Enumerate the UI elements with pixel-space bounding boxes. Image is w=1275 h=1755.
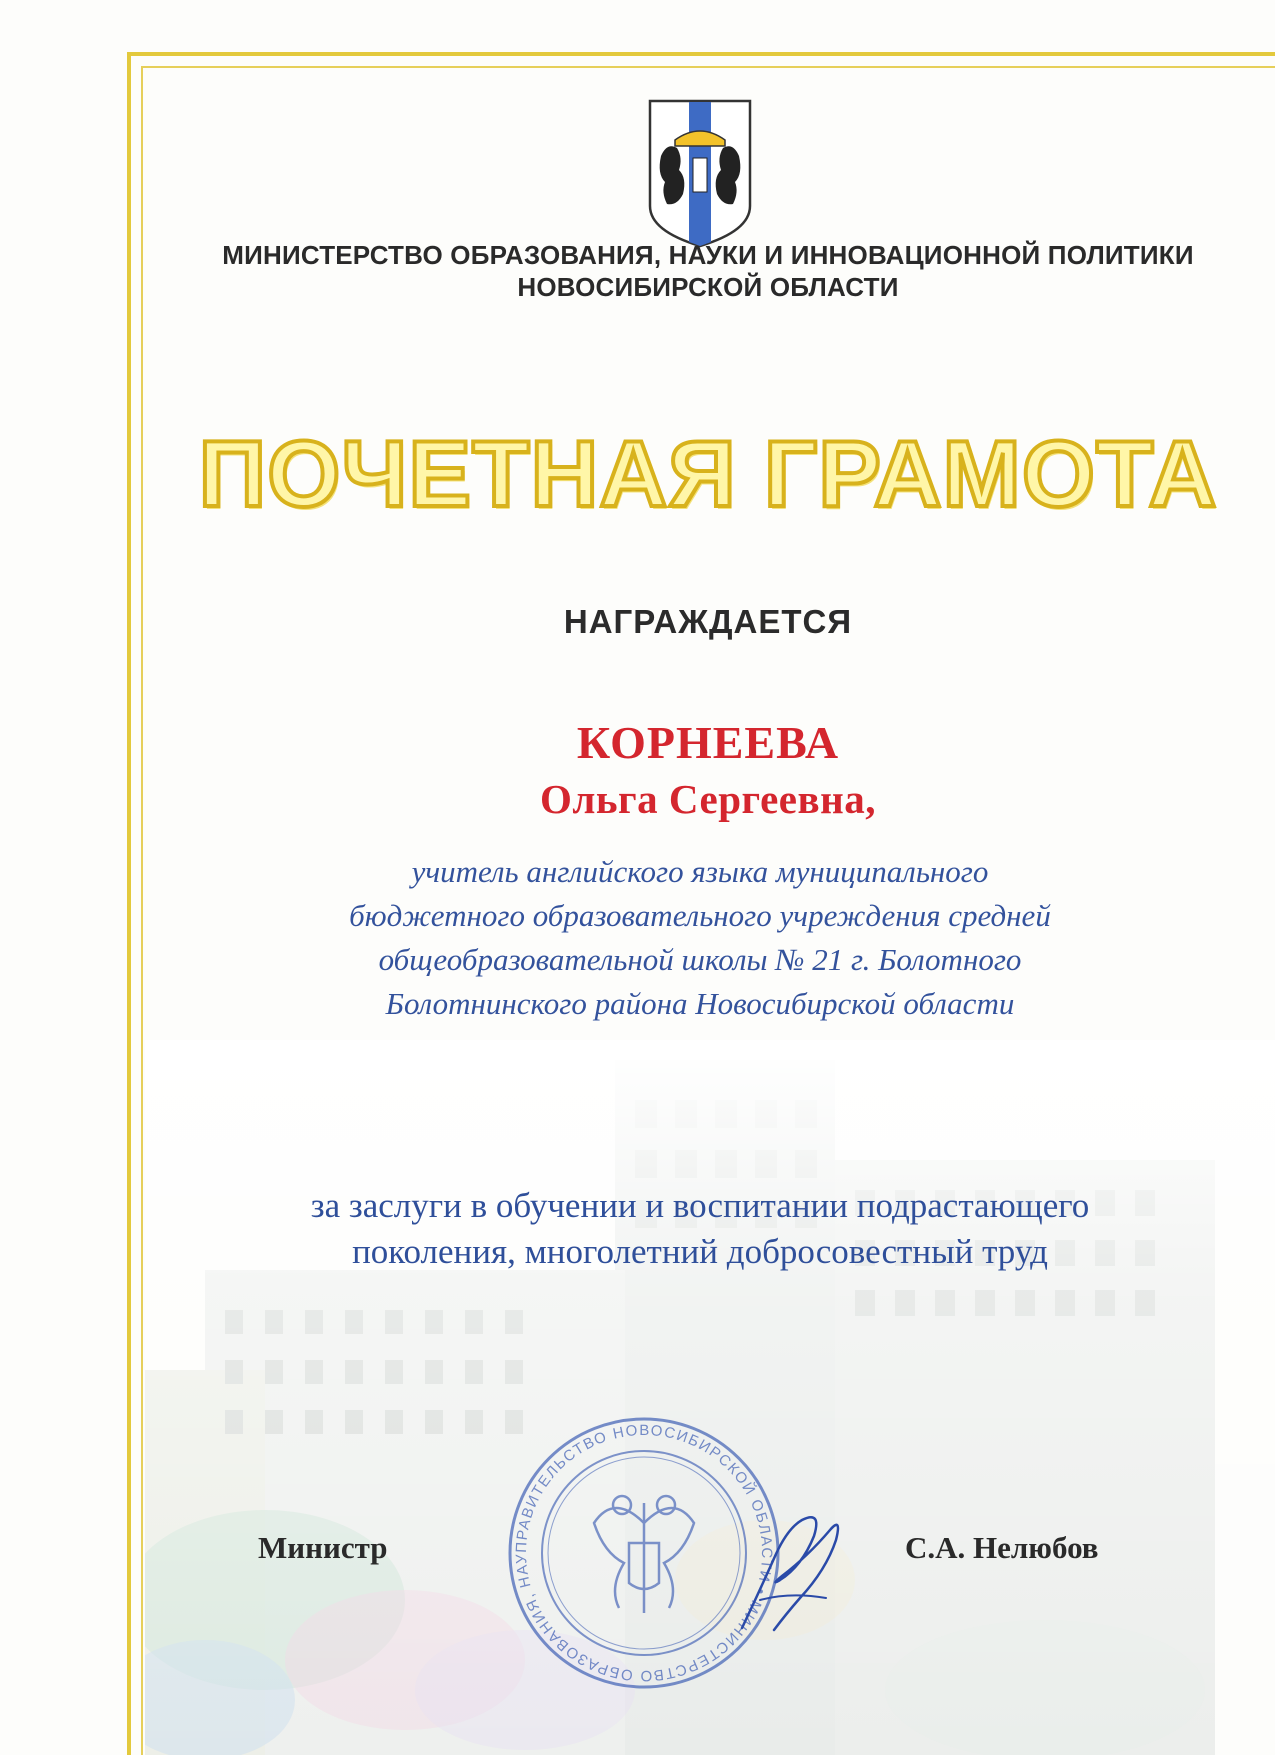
minister-signature: [730, 1480, 850, 1640]
novosibirsk-coat-of-arms-icon: [645, 96, 755, 250]
recipient-surname: КОРНЕЕВА: [576, 717, 840, 768]
merit-line: за заслуги в обучении и воспитании подрастающего: [310, 1186, 1090, 1225]
signatory-name: С.А. Нелюбов: [905, 1530, 1099, 1565]
recipient-position: [250, 850, 1150, 1026]
seal-text: ПРАВИТЕЛЬСТВО НОВОСИБИРСКОЙ ОБЛАСТИ • МИНИСТЕРСТВО ОБРАЗОВАНИЯ, НАУ: [512, 1421, 776, 1685]
position-line: бюджетного образовательного учреждения средней: [349, 898, 1051, 933]
ministry-name-line-1: МИНИСТЕРСТВО ОБРАЗОВАНИЯ, НАУКИ И ИННОВАЦИОННОЙ ПОЛИТИКИ: [222, 240, 1194, 270]
recipient-given-names: Ольга Сергеевна,: [539, 776, 877, 822]
position-line: Болотнинского района Новосибирской области: [385, 986, 1015, 1021]
award-reason: [200, 1183, 1200, 1275]
position-line: учитель английского языка муниципального: [411, 854, 989, 889]
ministry-name-line-2: НОВОСИБИРСКОЙ ОБЛАСТИ: [517, 272, 899, 302]
merit-line: поколения, многолетний добросовестный труд: [352, 1232, 1048, 1271]
position-line: общеобразовательной школы № 21 г. Болотного: [378, 942, 1022, 977]
awarded-label: НАГРАЖДАЕТСЯ: [563, 603, 853, 640]
signatory-title: Министр: [258, 1530, 388, 1565]
certificate-title: ПОЧЕТНАЯ ГРАМОТА: [198, 421, 1218, 526]
